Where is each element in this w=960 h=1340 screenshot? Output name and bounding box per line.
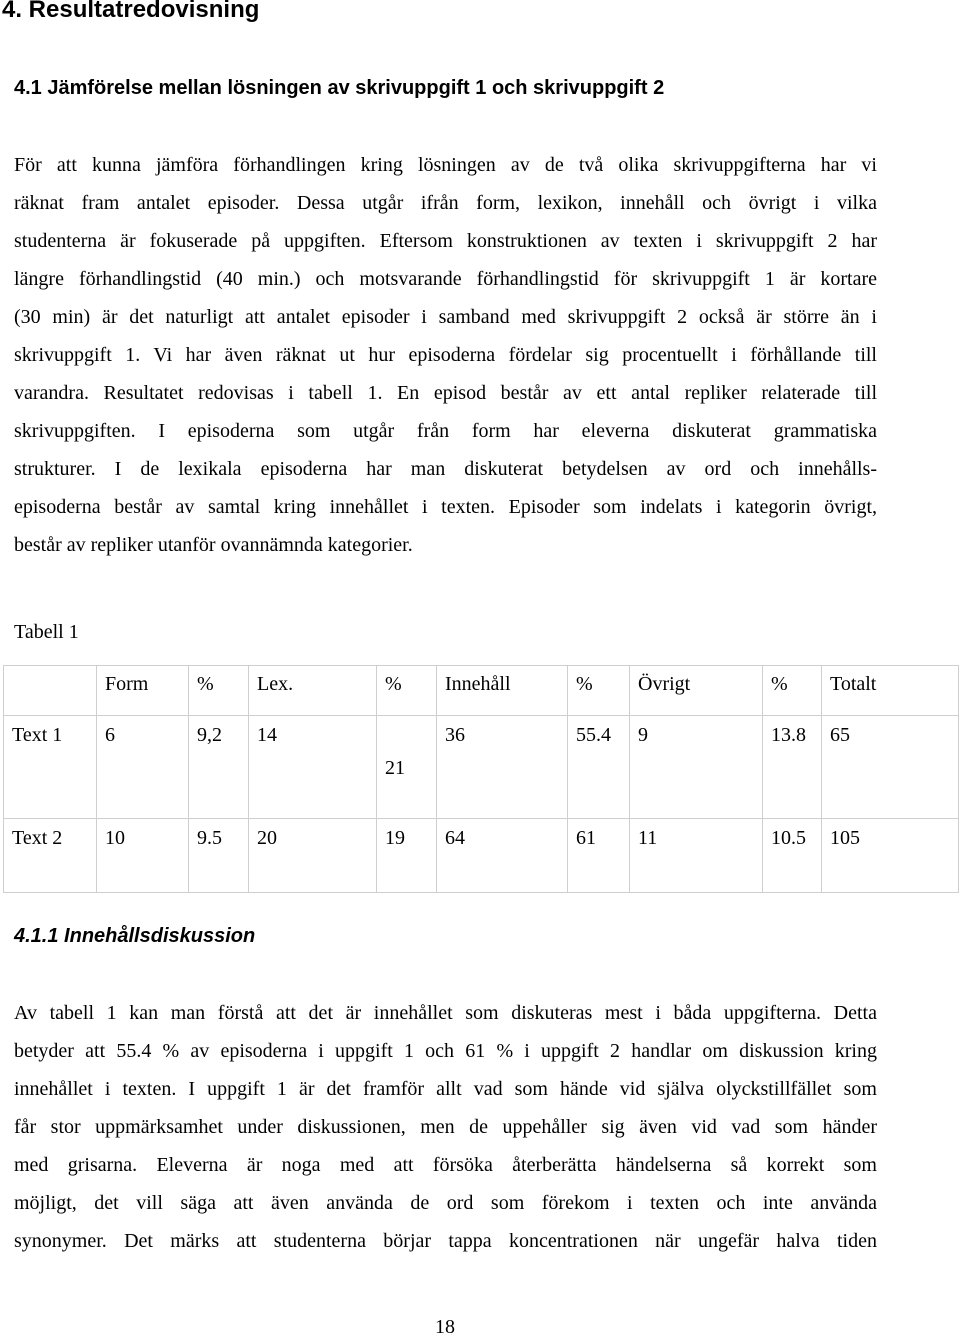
table-cell: 13.8 bbox=[763, 716, 822, 819]
paragraph-line: skrivuppgiften. I episoderna som utgår från form har eleverna diskuterat grammatiska bbox=[14, 420, 877, 442]
table-cell: 6 bbox=[97, 716, 189, 819]
intro-paragraph bbox=[14, 146, 877, 564]
table-cell: 65 bbox=[822, 716, 959, 819]
paragraph-line: Av tabell 1 kan man förstå att det är innehållet som diskuteras mest i båda uppgifterna. Detta bbox=[14, 1002, 877, 1024]
table-header-cell: % bbox=[568, 666, 630, 716]
paragraph-line: studenterna är fokuserade på uppgiften. Eftersom konstruktionen av texten i skrivuppgift 2 har bbox=[14, 230, 877, 252]
table-cell: 64 bbox=[437, 819, 568, 893]
table-cell: 10 bbox=[97, 819, 189, 893]
table-cell: 9,2 bbox=[189, 716, 249, 819]
paragraph-line: För att kunna jämföra förhandlingen kring lösningen av de två olika skrivuppgifterna har vi bbox=[14, 154, 877, 176]
table-cell: 11 bbox=[630, 819, 763, 893]
paragraph-line: varandra. Resultatet redovisas i tabell 1. En episod består av ett antal repliker relaterade till bbox=[14, 382, 877, 404]
paragraph-line: strukturer. I de lexikala episoderna har man diskuterat betydelsen av ord och innehålls- bbox=[14, 458, 877, 480]
table-header-cell: Totalt bbox=[822, 666, 959, 716]
paragraph-line: möjligt, det vill säga att även använda de ord som förekom i texten och inte använda bbox=[14, 1192, 877, 1214]
paragraph-line: skrivuppgift 1. Vi har även räknat ut hur episoderna fördelar sig procentuellt i förhållande till bbox=[14, 344, 877, 366]
table-cell: Text 1 bbox=[4, 716, 97, 819]
paragraph-line: (30 min) är det naturligt att antalet episoder i samband med skrivuppgift 2 också är större än i bbox=[14, 306, 877, 328]
paragraph-line: episoderna består av samtal kring innehållet i texten. Episoder som indelats i kategorin övrigt, bbox=[14, 496, 877, 518]
table-row bbox=[4, 819, 959, 893]
table-header-cell: Innehåll bbox=[437, 666, 568, 716]
section-heading: 4. Resultatredovisning bbox=[2, 0, 260, 23]
table-cell: 20 bbox=[249, 819, 377, 893]
paragraph-line: innehållet i texten. I uppgift 1 är det framför allt vad som hände vid själva olyckstillfället som bbox=[14, 1078, 877, 1100]
table-cell: 14 bbox=[249, 716, 377, 819]
paragraph-line: räknat fram antalet episoder. Dessa utgår ifrån form, lexikon, innehåll och övrigt i vilka bbox=[14, 192, 877, 214]
paragraph-line: betyder att 55.4 % av episoderna i uppgift 1 och 61 % i uppgift 2 handlar om diskussion kring bbox=[14, 1040, 877, 1062]
table-header-cell: % bbox=[763, 666, 822, 716]
table-header-cell: Form bbox=[97, 666, 189, 716]
table-header-row bbox=[4, 666, 959, 716]
subsection-heading: 4.1 Jämförelse mellan lösningen av skrivuppgift 1 och skrivuppgift 2 bbox=[14, 77, 665, 99]
table-cell: 10.5 bbox=[763, 819, 822, 893]
subsubsection-heading: 4.1.1 Innehållsdiskussion bbox=[14, 925, 256, 947]
table-caption: Tabell 1 bbox=[14, 621, 79, 643]
table-cell: 9 bbox=[630, 716, 763, 819]
table-header-cell: Lex. bbox=[249, 666, 377, 716]
paragraph-line: får stor uppmärksamhet under diskussionen, men de uppehåller sig även vid vad som händer bbox=[14, 1116, 877, 1138]
table-cell: 9.5 bbox=[189, 819, 249, 893]
paragraph-line: med grisarna. Eleverna är noga med att försöka återberätta händelserna så korrekt som bbox=[14, 1154, 877, 1176]
table-header-cell: % bbox=[377, 666, 437, 716]
paragraph-line: synonymer. Det märks att studenterna börjar tappa koncentrationen när ungefär halva tiden bbox=[14, 1230, 877, 1252]
table-cell: 36 bbox=[437, 716, 568, 819]
table-header-cell: % bbox=[189, 666, 249, 716]
table-cell: 105 bbox=[822, 819, 959, 893]
paragraph-line: längre förhandlingstid (40 min.) och motsvarande förhandlingstid för skrivuppgift 1 är kortare bbox=[14, 268, 877, 290]
table-cell: Text 2 bbox=[4, 819, 97, 893]
table-header-cell bbox=[4, 666, 97, 716]
discussion-paragraph bbox=[14, 994, 877, 1260]
table-cell: 19 bbox=[377, 819, 437, 893]
paragraph-line: består av repliker utanför ovannämnda kategorier. bbox=[14, 534, 413, 556]
table-header-cell: Övrigt bbox=[630, 666, 763, 716]
table-cell: 61 bbox=[568, 819, 630, 893]
results-table bbox=[3, 665, 959, 893]
table-row bbox=[4, 716, 959, 819]
table-cell: 21 bbox=[377, 716, 437, 819]
table-cell: 55.4 bbox=[568, 716, 630, 819]
page-number: 18 bbox=[435, 1316, 455, 1338]
